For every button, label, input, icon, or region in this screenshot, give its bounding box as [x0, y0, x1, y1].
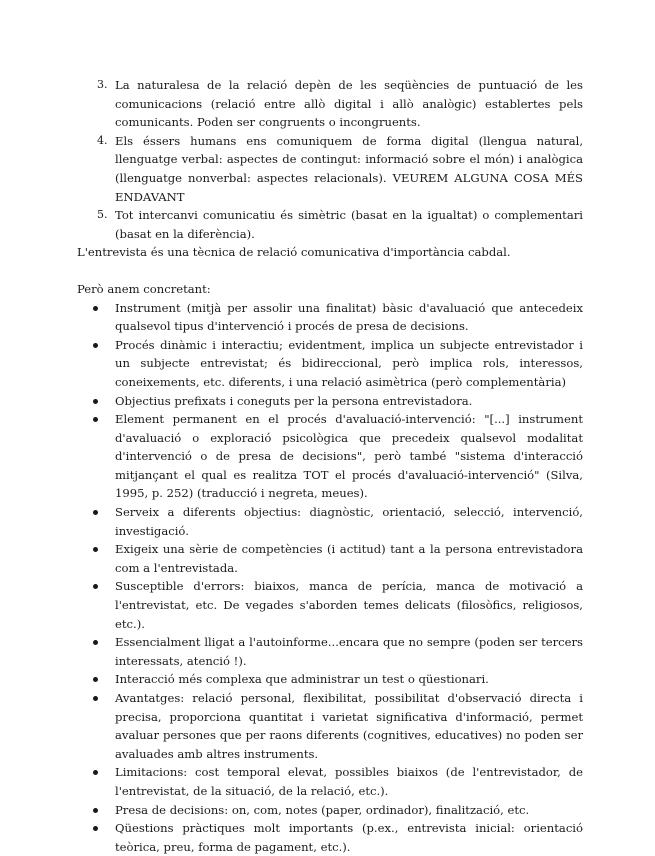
list-item-text: Procés dinàmic i interactiu; evidentment, implica un subjecte entrevistador i un subjecte entrevistat; és bidireccional, però implica rols, interessos, coneixements, etc. diferents, i una relació asimètrica (però complementària) [115, 337, 583, 389]
item-text: Els éssers humans ens comuniquem de forma digital (llengua natural, llenguatge verbal: aspectes de contingut: informació sobre el món) i analògica (llenguatge nonverbal: aspectes relacionals). VEUREM ALGUNA COSA MÉS ENDAVANT [115, 133, 583, 204]
intro-paragraph: Però anem concretant: [77, 281, 211, 296]
list-item-text: Objectius prefixats i coneguts per la persona entrevistadora. [115, 393, 473, 408]
list-item-text: Presa de decisions: on, com, notes (paper, ordinador), finalització, etc. [115, 802, 530, 817]
item-number: 4. [97, 133, 108, 147]
numbered-item-4 [97, 132, 583, 206]
numbered-item-3 [97, 76, 583, 132]
bullet-list [77, 299, 583, 856]
list-item [115, 689, 583, 763]
bullet-icon [93, 770, 98, 775]
bullet-icon [93, 510, 98, 515]
bullet-icon [93, 826, 98, 831]
list-item [115, 503, 583, 540]
list-item-text: Limitacions: cost temporal elevat, possibles biaixos (de l'entrevistador, de l'entrevistat, de la situació, de la relació, etc.). [115, 765, 583, 798]
list-item-text: Instrument (mitjà per assolir una finalitat) bàsic d'avaluació que antecedeix qualsevol tipus d'intervenció i procés de presa de decisions. [115, 300, 583, 334]
bullet-icon [93, 343, 98, 348]
bullet-icon [93, 417, 98, 422]
numbered-item-5 [97, 206, 583, 243]
list-item [115, 819, 583, 856]
item-number: 5. [97, 208, 108, 222]
list-item-text: Avantatges: relació personal, flexibilitat, possibilitat d'observació directa i precisa, proporciona quantitat i varietat significativa d'informació, permet avaluar persones que per raons diferents (cognitives, educatives) no poden ser avaluades amb altres instruments. [115, 691, 583, 761]
list-item-text: Interacció més complexa que administrar un test o qüestionari. [115, 672, 489, 687]
list-item [115, 392, 583, 411]
list-item [115, 633, 583, 670]
list-item [115, 670, 583, 689]
list-item [115, 410, 583, 503]
item-number: 3. [97, 78, 108, 91]
list-item-text: Element permanent en el procés d'avaluació-intervenció: "[...] instrument d'avaluació o exploració psicològica que precedeix qualsevol modalitat d'intervenció o de presa de decisions", però també "sistema d'interacció mitjançant el qual es realitza TOT el procés d'avaluació-intervenció" (Silva, 1995, p. 252) (traducció i negreta, meues). [115, 412, 583, 501]
bullet-icon [93, 547, 98, 552]
list-item [115, 336, 583, 392]
list-item [115, 763, 583, 800]
list-item-text: Essencialment lligat a l'autoinforme...encara que no sempre (poden ser tercers interessats, atenció !). [115, 635, 583, 668]
list-item [115, 577, 583, 633]
list-item-text: Serveix a diferents objectius: diagnòstic, orientació, selecció, intervenció, investigació. [115, 505, 583, 538]
bullet-icon [93, 808, 98, 813]
bullet-icon [93, 584, 98, 589]
item-text: Tot intercanvi comunicatiu és simètric (basat en la igualtat) o complementari (basat en la diferència). [115, 208, 583, 241]
bullet-icon [93, 677, 98, 682]
list-item [115, 801, 583, 820]
bullet-icon [93, 696, 98, 701]
numbered-list [77, 76, 583, 243]
item-text: La naturalesa de la relació depèn de les seqüències de puntuació de les comunicacions (relació entre allò digital i allò analògic) establertes pels comunicants. Poden ser congruents o incongruents. [115, 78, 583, 130]
bullet-icon [93, 640, 98, 645]
list-item-text: Susceptible d'errors: biaixos, manca de perícia, manca de motivació a l'entrevistat, etc. De vegades s'aborden temes delicats (filosòfics, religiosos, etc.). [115, 579, 583, 631]
list-item [115, 540, 583, 577]
list-item-text: Qüestions pràctiques molt importants (p.ex., entrevista inicial: orientació teòrica, preu, forma de pagament, etc.). [115, 821, 583, 854]
interview-paragraph: L'entrevista és una tècnica de relació comunicativa d'importància cabdal. [77, 245, 511, 260]
list-item [115, 299, 583, 336]
bullet-icon [93, 306, 98, 311]
bullet-icon [93, 399, 98, 404]
document-body [77, 76, 583, 856]
list-item-text: Exigeix una sèrie de competències (i actitud) tant a la persona entrevistadora com a l'entrevistada. [115, 542, 583, 575]
